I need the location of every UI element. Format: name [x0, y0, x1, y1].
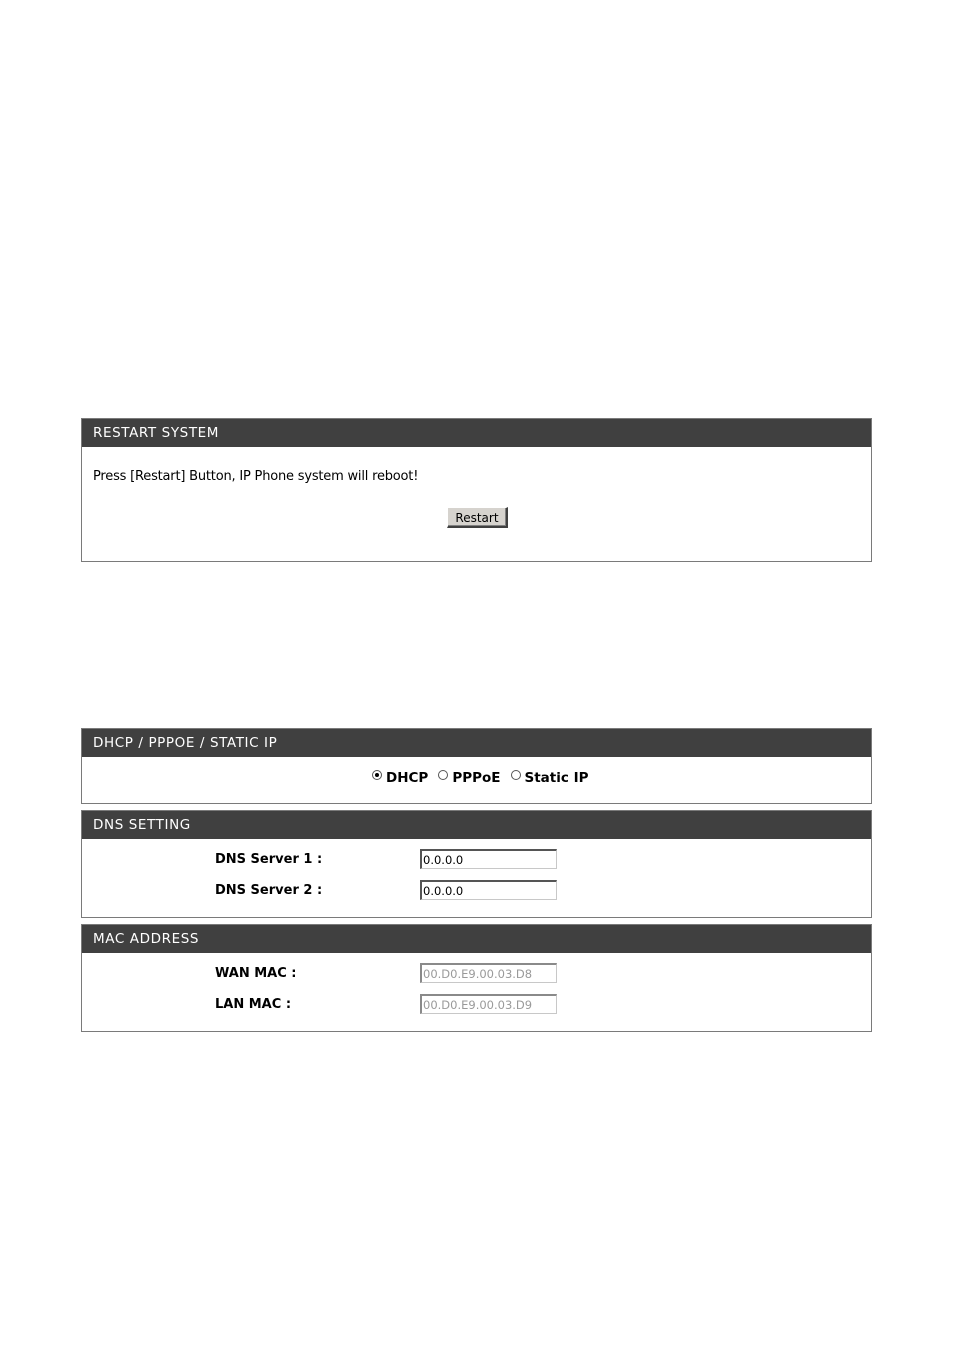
restart-button[interactable]: Restart — [447, 507, 508, 528]
connection-type-body — [82, 757, 871, 803]
dns-setting-panel — [81, 810, 872, 918]
restart-system-body — [82, 447, 871, 561]
wan-mac-input — [420, 963, 557, 983]
connection-type-radio-group — [372, 770, 599, 786]
mac-address-header: MAC ADDRESS — [82, 925, 871, 953]
radio-pppoe[interactable] — [438, 770, 500, 786]
dns-setting-header: DNS SETTING — [82, 811, 871, 839]
dns-server-1-label: DNS Server 1 : — [215, 852, 323, 867]
restart-system-panel — [81, 418, 872, 562]
mac-address-panel — [81, 924, 872, 1032]
restart-message: Press [Restart] Button, IP Phone system will reboot! — [93, 469, 419, 484]
lan-mac-label: LAN MAC : — [215, 997, 292, 1012]
mac-address-body — [82, 953, 871, 1031]
connection-type-header: DHCP / PPPOE / STATIC IP — [82, 729, 871, 757]
restart-system-header: RESTART SYSTEM — [82, 419, 871, 447]
dns-server-2-label: DNS Server 2 : — [215, 883, 323, 898]
radio-pppoe-indicator[interactable] — [438, 770, 448, 780]
lan-mac-input — [420, 994, 557, 1014]
radio-dhcp[interactable] — [372, 770, 428, 786]
dns-server-2-input[interactable] — [420, 880, 557, 900]
radio-static-ip-indicator[interactable] — [511, 770, 521, 780]
dns-setting-body — [82, 839, 871, 917]
connection-type-panel — [81, 728, 872, 804]
radio-dhcp-indicator[interactable] — [372, 770, 382, 780]
radio-static-ip-label: Static IP — [524, 770, 589, 786]
radio-dhcp-label: DHCP — [386, 770, 429, 786]
wan-mac-label: WAN MAC : — [215, 966, 297, 981]
radio-static-ip[interactable] — [511, 770, 589, 786]
radio-pppoe-label: PPPoE — [452, 770, 501, 786]
dns-server-1-input[interactable] — [420, 849, 557, 869]
